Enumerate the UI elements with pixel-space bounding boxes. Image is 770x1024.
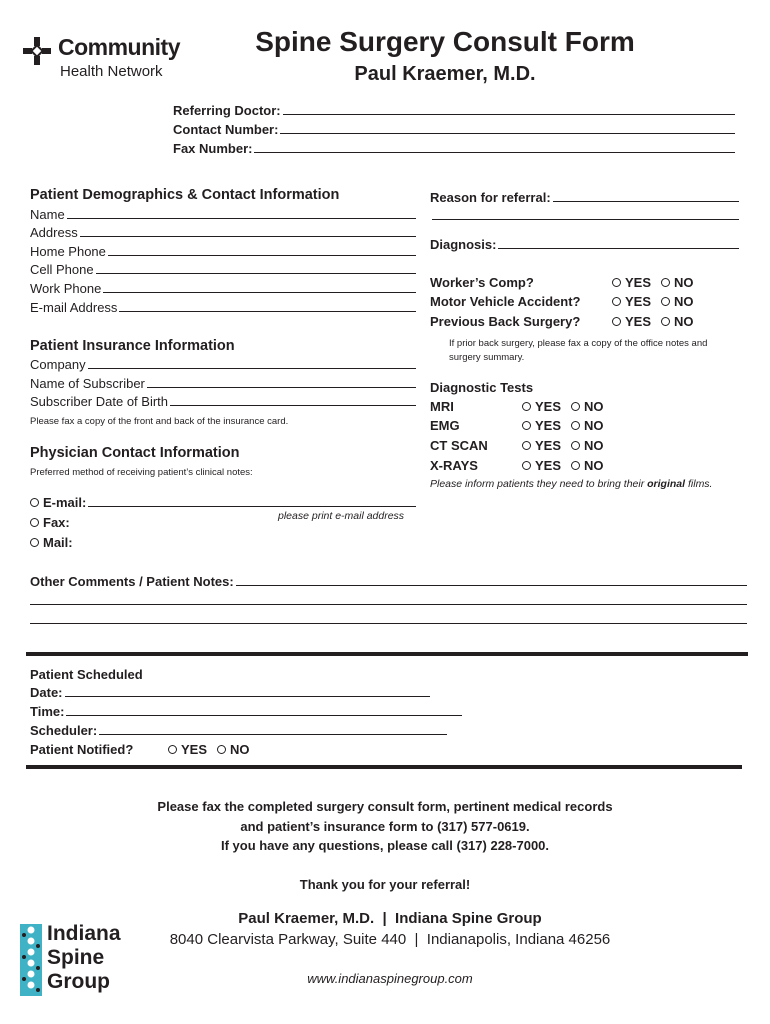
email-address-field[interactable]: E-mail Address: [30, 300, 416, 315]
emg-yes-radio[interactable]: [522, 421, 531, 430]
logo-word-indiana: Indiana: [47, 922, 121, 945]
prior-surgery-options[interactable]: YES NO: [612, 314, 694, 329]
emg-options[interactable]: YES NO: [522, 418, 604, 433]
logo-word-group: Group: [47, 970, 110, 993]
name-field[interactable]: Name: [30, 207, 416, 222]
workers-comp-question: Worker’s Comp?: [430, 275, 534, 290]
org-name-line1: Community: [58, 34, 180, 60]
address-field[interactable]: Address: [30, 225, 416, 240]
spine-logo-icon: [20, 924, 42, 996]
community-logo: [22, 34, 182, 84]
comments-line-3[interactable]: [30, 623, 747, 624]
email-radio[interactable]: [30, 498, 39, 507]
reason-for-referral-field[interactable]: Reason for referral:: [430, 190, 739, 205]
section-divider-top: [26, 652, 748, 656]
motor-vehicle-question: Motor Vehicle Accident?: [430, 294, 581, 309]
notified-no-radio[interactable]: [217, 745, 226, 754]
prior-surgery-question: Previous Back Surgery?: [430, 314, 581, 329]
diagnosis-field[interactable]: Diagnosis:: [430, 237, 739, 252]
mri-label: MRI: [430, 399, 454, 414]
motor-vehicle-no-radio[interactable]: [661, 297, 670, 306]
physician-note: Preferred method of receiving patient’s clinical notes:: [30, 467, 253, 478]
mri-options[interactable]: YES NO: [522, 399, 604, 414]
prior-surgery-note: If prior back surgery, please fax a copy of the office notes and surgery summary.: [449, 338, 708, 363]
notified-yes-radio[interactable]: [168, 745, 177, 754]
patient-scheduled-heading: Patient Scheduled: [30, 667, 143, 682]
emg-no-radio[interactable]: [571, 421, 580, 430]
prior-surgery-yes-radio[interactable]: [612, 317, 621, 326]
org-name-line2: Health Network: [60, 63, 163, 80]
patient-notified-options[interactable]: YES NO: [168, 742, 250, 757]
workers-comp-no-radio[interactable]: [661, 278, 670, 287]
comments-field[interactable]: Other Comments / Patient Notes:: [30, 574, 747, 589]
page-subtitle: Paul Kraemer, M.D.: [354, 63, 536, 85]
emg-label: EMG: [430, 418, 460, 433]
ct-scan-yes-radio[interactable]: [522, 441, 531, 450]
contact-number-field[interactable]: Contact Number:: [173, 122, 735, 137]
insurance-note: Please fax a copy of the front and back of the insurance card.: [30, 416, 289, 427]
films-note: Please inform patients they need to bring their original films.: [430, 478, 713, 490]
fax-instructions-line1: Please fax the completed surgery consult form, pertinent medical records: [157, 799, 613, 814]
subscriber-dob-field[interactable]: Subscriber Date of Birth: [30, 394, 416, 409]
email-hint: please print e-mail address: [278, 510, 405, 522]
ct-scan-options[interactable]: YES NO: [522, 438, 604, 453]
x-rays-options[interactable]: YES NO: [522, 458, 604, 473]
patient-notified-label: Patient Notified?: [30, 742, 134, 757]
page-title: Spine Surgery Consult Form: [255, 26, 635, 57]
x-rays-label: X-RAYS: [430, 458, 478, 473]
mail-option[interactable]: Mail:: [30, 535, 73, 550]
fax-instructions-line3: If you have any questions, please call (317) 228-7000.: [220, 838, 550, 853]
workers-comp-yes-radio[interactable]: [612, 278, 621, 287]
thank-you: Thank you for your referral!: [299, 877, 471, 892]
reason-extra-line[interactable]: [432, 219, 739, 220]
scheduler-field[interactable]: Scheduler:: [30, 723, 447, 738]
motor-vehicle-options[interactable]: YES NO: [612, 294, 694, 309]
physician-heading: Physician Contact Information: [30, 445, 240, 461]
mail-radio[interactable]: [30, 538, 39, 547]
ct-scan-no-radio[interactable]: [571, 441, 580, 450]
indiana-spine-logo: [20, 922, 130, 998]
workers-comp-options[interactable]: YES NO: [612, 275, 694, 290]
website-link[interactable]: www.indianaspinegroup.com: [307, 971, 473, 986]
work-phone-field[interactable]: Work Phone: [30, 281, 416, 296]
fax-number-field[interactable]: Fax Number:: [173, 141, 735, 156]
diagnostic-tests-heading: Diagnostic Tests: [430, 380, 534, 395]
fax-option[interactable]: Fax:: [30, 515, 70, 530]
motor-vehicle-yes-radio[interactable]: [612, 297, 621, 306]
fax-radio[interactable]: [30, 518, 39, 527]
x-rays-no-radio[interactable]: [571, 461, 580, 470]
mri-yes-radio[interactable]: [522, 402, 531, 411]
referring-doctor-field[interactable]: Referring Doctor:: [173, 103, 735, 118]
insurance-heading: Patient Insurance Information: [30, 338, 235, 354]
cell-phone-field[interactable]: Cell Phone: [30, 262, 416, 277]
schedule-time-field[interactable]: Time:: [30, 704, 462, 719]
prior-surgery-no-radio[interactable]: [661, 317, 670, 326]
email-option[interactable]: E-mail:: [30, 495, 416, 510]
insurance-company-field[interactable]: Company: [30, 357, 416, 372]
home-phone-field[interactable]: Home Phone: [30, 244, 416, 259]
doctor-group: Paul Kraemer, M.D. | Indiana Spine Group: [238, 910, 542, 927]
fax-instructions-line2: and patient’s insurance form to (317) 577-0619.: [240, 819, 530, 834]
ct-scan-label: CT SCAN: [430, 438, 488, 453]
x-rays-yes-radio[interactable]: [522, 461, 531, 470]
demographics-heading: Patient Demographics & Contact Information: [30, 187, 340, 203]
schedule-date-field[interactable]: Date:: [30, 685, 430, 700]
subscriber-name-field[interactable]: Name of Subscriber: [30, 376, 416, 391]
comments-line-2[interactable]: [30, 604, 747, 605]
mri-no-radio[interactable]: [571, 402, 580, 411]
logo-word-spine: Spine: [47, 946, 105, 969]
practice-address: 8040 Clearvista Parkway, Suite 440 | Indianapolis, Indiana 46256: [169, 931, 611, 948]
community-logo-icon: [22, 36, 52, 66]
section-divider-bottom: [26, 765, 742, 769]
